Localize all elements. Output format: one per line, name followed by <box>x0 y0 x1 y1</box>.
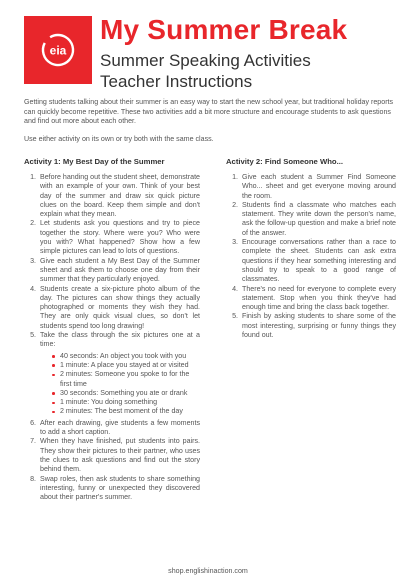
logo <box>24 16 92 84</box>
subtitle-line-2: Teacher Instructions <box>100 72 253 91</box>
timings-list <box>40 352 200 417</box>
ea-logo-icon <box>38 30 78 70</box>
intro-section <box>24 98 396 152</box>
list-item: 6. After each drawing, give students a few moments to add a short caption. <box>38 419 200 438</box>
subtitle-line-1: Summer Speaking Activities <box>100 51 311 70</box>
timing-item: 1 minute: You doing something <box>52 398 200 407</box>
timing-item: 2 minutes: Someone you spoke to for the first time <box>52 370 200 389</box>
list-item: 5. Finish by asking students to share some of the most interesting, surprising or funny things they found out. <box>240 312 396 340</box>
activity-2-column <box>226 157 396 340</box>
intro-paragraph: Use either activity on its own or try both with the same class. <box>24 134 214 143</box>
list-item: 1. Before handing out the student sheet, demonstrate with an example of your own. Think of your best day of the summer and draw six quick picture clues on the board. Keep them simple and don't explain what they mean. <box>38 173 200 219</box>
timings-intro: Take the class through the six pictures one at a time: <box>40 331 200 349</box>
list-item: 8. Swap roles, then ask students to share something interesting, funny or unexpected they discovered about their partner's summer. <box>38 475 200 503</box>
list-item: 3. Encourage conversations rather than a race to complete the sheet. Students can ask extra questions if they hear something interesting and should try to speak to a good range of classmates. <box>240 238 396 284</box>
intro-paragraph: Getting students talking about their summer is an easy way to start the new school year, but traditional holiday reports can quickly become repetitive. These two activities add a bit more structure and encourage students to ask questions and find out more about each other. <box>24 98 394 126</box>
footer-url: shop.englishinaction.com <box>168 567 248 575</box>
list-item: 3. Give each student a My Best Day of the Summer sheet and ask them to choose one day from their summer that they particularly enjoyed. <box>38 257 200 285</box>
activity-1-heading: Activity 1: My Best Day of the Summer <box>24 157 165 166</box>
page-title: My Summer Break <box>100 14 348 45</box>
list-item: 4. There's no need for everyone to complete every statement. Stop when you think they've had enough time and bring the class back together. <box>240 285 396 313</box>
activity-2-heading: Activity 2: Find Someone Who... <box>226 157 344 166</box>
activity-2-steps <box>226 173 396 340</box>
list-item: 2. Let students ask you questions and try to piece together the story. Where were you? Who were you with? What happened? Show how a few simple pictures can lead to lots of questions. <box>38 219 200 256</box>
timing-item: 30 seconds: Something you ate or drank <box>52 389 200 398</box>
timing-item: 2 minutes: The best moment of the day <box>52 407 200 416</box>
list-item: 4. Students create a six-picture photo album of the day. The pictures can show things they actually photographed or moments they wish they had. They are only quick visual clues, so don't let students spend too long drawing! <box>38 285 200 331</box>
list-item: 1. Give each student a Summer Find Someone Who... sheet and get everyone moving around the room. <box>240 173 396 201</box>
list-item: 2. Students find a classmate who matches each statement. They write down the person's name, ask the follow-up question and make a brief note of the answer. <box>240 201 396 238</box>
activity-1-steps <box>24 173 200 502</box>
timing-item: 1 minute: A place you stayed at or visited <box>52 361 200 370</box>
list-item: 7. When they have finished, put students into pairs. They show their pictures to their partner, who uses the clues to ask questions and find out the story behind them. <box>38 437 200 474</box>
page-subtitle <box>100 50 311 92</box>
timing-item: 40 seconds: An object you took with you <box>52 352 200 361</box>
activity-1-column <box>24 157 200 502</box>
svg-text:eia: eia <box>49 43 67 58</box>
list-item <box>38 331 200 417</box>
